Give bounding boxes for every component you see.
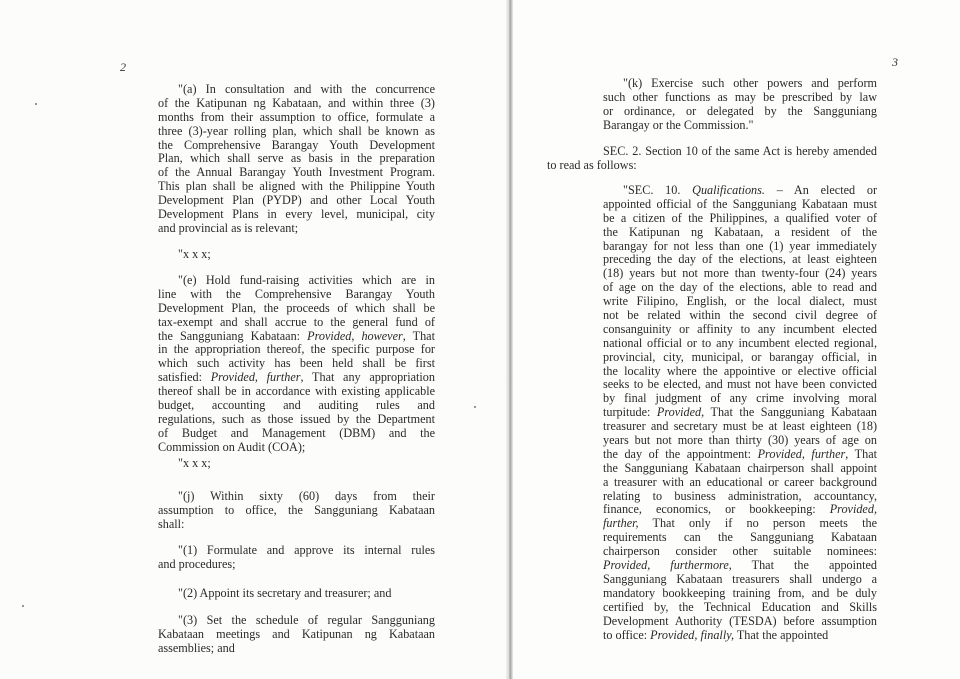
text-segment: , That	[845, 446, 878, 461]
text-segment: by final judgment of any crime involving moral	[603, 391, 877, 406]
text-line	[158, 180, 435, 194]
text-segment: preceding the day of the elections, at least eighteen	[603, 252, 877, 267]
text-segment: That only if no person meets the	[638, 516, 877, 531]
text-line	[603, 462, 877, 476]
text-segment: Plan, which shall serve as basis in the preparation	[158, 151, 435, 166]
text-line	[603, 490, 877, 504]
text-segment: appointed official of the Sangguniang Kabataan must	[603, 196, 877, 211]
text-segment: requirements can the Sangguniang Kabataan	[603, 530, 877, 545]
scan-speck	[35, 103, 37, 105]
text-line	[603, 392, 877, 406]
text-line	[603, 295, 877, 309]
text-segment: be a citizen of the Philippines, a qualified voter of	[603, 210, 877, 225]
italic-text: Provided, further	[757, 446, 846, 461]
paragraph	[158, 490, 435, 532]
text-segment: "(e) Hold fund-raising activities which are in	[178, 273, 435, 287]
text-line	[158, 302, 435, 316]
scan-speck	[474, 406, 476, 408]
text-line	[158, 558, 435, 572]
text-segment: the locality where the appointive or elective official	[603, 363, 877, 378]
text-segment: mandatory bookkeeping training from, and be duly	[603, 585, 877, 600]
text-segment: treasurer and secretary must be at least eighteen (18)	[603, 419, 877, 434]
text-segment: turpitude:	[603, 405, 657, 420]
paragraph	[178, 457, 278, 471]
paragraph	[603, 184, 877, 642]
text-segment: the day of the appointment:	[603, 446, 758, 461]
text-line	[178, 587, 438, 601]
text-line	[603, 573, 877, 587]
page-number: 2	[120, 60, 126, 74]
text-segment: provincial, city, municipal, or barangay official, in	[603, 349, 877, 364]
text-segment: "(3) Set the schedule of regular Sangguniang	[178, 613, 435, 627]
text-segment: and provincial as is relevant;	[158, 220, 299, 235]
text-segment: certified by, the Technical Education and Skills	[603, 599, 877, 614]
text-segment: write Filipino, English, or the local dialect, must	[603, 294, 877, 309]
paragraph	[603, 77, 877, 133]
text-segment: SEC. 2. Section 10 of the same Act is hereby amended	[603, 144, 877, 158]
text-segment: , That	[402, 328, 435, 343]
text-line	[603, 406, 877, 420]
text-segment: line with the Comprehensive Barangay Youth	[158, 286, 435, 301]
text-line	[158, 83, 435, 97]
text-line	[603, 615, 877, 629]
text-line	[178, 248, 278, 262]
text-line	[603, 587, 877, 601]
paragraph	[547, 144, 877, 173]
text-segment: That the appointed	[731, 558, 878, 573]
text-segment: finance, economics, or bookkeeping:	[603, 502, 830, 517]
paragraph	[178, 248, 278, 262]
text-segment: of Budget and Management (DBM) and the	[158, 425, 435, 440]
text-line	[158, 152, 435, 166]
text-segment: thereof shall be in accordance with existing applicable	[158, 384, 435, 399]
text-line	[603, 323, 877, 337]
text-line	[158, 139, 435, 153]
italic-text: Provided, further	[210, 370, 301, 385]
text-segment: seeks to be elected, and must not have been convicted	[603, 377, 877, 392]
text-segment: national official or to any incumbent elected regional,	[603, 335, 877, 350]
text-segment: and procedures;	[158, 556, 236, 571]
text-line	[158, 125, 435, 139]
text-line	[158, 111, 435, 125]
text-line	[158, 194, 435, 208]
text-segment: relating to business administration, accountancy,	[603, 488, 877, 503]
text-line	[158, 614, 435, 628]
text-segment: chairperson consider other suitable nominees:	[603, 544, 877, 559]
text-line	[603, 281, 877, 295]
text-segment: not be related within the second civil degree of	[603, 308, 877, 323]
text-line	[603, 448, 877, 462]
text-line	[603, 105, 877, 119]
text-segment: (18) years but not more than twenty-four (24) years	[603, 266, 877, 281]
text-segment: shall:	[158, 516, 185, 531]
text-line	[158, 628, 435, 642]
text-line	[603, 226, 877, 240]
text-line	[158, 208, 435, 222]
text-line	[603, 253, 877, 267]
text-line	[158, 97, 435, 111]
text-segment: "SEC. 10.	[623, 183, 693, 197]
text-segment: consanguinity or affinity to any incumbent elected	[603, 321, 877, 336]
text-segment: "(k) Exercise such other powers and perform	[623, 76, 877, 90]
page-fold-divider	[506, 0, 513, 679]
text-segment: Kabataan meetings and Katipunan ng Kabataan	[158, 626, 435, 641]
text-segment: budget, accounting and auditing rules and	[158, 398, 435, 413]
text-segment: to office:	[603, 627, 651, 642]
text-line	[575, 145, 877, 159]
text-line	[158, 427, 435, 441]
text-segment: Development Plans in every level, municipal, city	[158, 207, 435, 222]
text-line	[603, 119, 877, 133]
text-segment: Development Plan, the proceeds of which shall be	[158, 300, 435, 315]
text-line	[603, 503, 877, 517]
text-line	[603, 77, 877, 91]
text-line	[178, 457, 278, 471]
text-segment: such other functions as may be prescribed by law	[603, 89, 877, 104]
text-line	[603, 601, 877, 615]
text-line	[158, 544, 435, 558]
text-segment: three (3)-year rolling plan, which shall be known as	[158, 123, 435, 138]
text-line	[603, 531, 877, 545]
text-segment: tax-exempt and shall accrue to the general fund of	[158, 314, 435, 329]
text-segment: which such activity has been held shall be first	[158, 356, 435, 371]
italic-text: Qualifications.	[692, 183, 765, 197]
italic-text: Provided,	[829, 502, 877, 517]
text-line	[603, 420, 877, 434]
text-segment: That the appointed	[734, 627, 829, 642]
text-segment: to read as follows:	[547, 157, 637, 172]
text-segment: the Sangguniang Kabataan chairperson shall appoint	[603, 460, 877, 475]
text-line	[603, 545, 877, 559]
text-segment: assumption to office, the Sangguniang Kabataan	[158, 502, 435, 517]
text-segment: "(2) Appoint its secretary and treasurer; and	[178, 586, 392, 600]
text-segment: "x x x;	[178, 247, 211, 261]
text-line	[158, 399, 435, 413]
text-line	[158, 274, 435, 288]
page-number: 3	[892, 55, 898, 69]
text-line	[603, 559, 877, 573]
text-line	[158, 441, 435, 455]
text-segment: of the Annual Barangay Youth Investment Program.	[158, 165, 435, 180]
text-line	[547, 159, 877, 173]
scan-speck	[22, 605, 24, 607]
italic-text: Provided, furthermore,	[603, 558, 732, 573]
text-segment: Barangay or the Commission."	[603, 117, 754, 132]
text-line	[158, 642, 435, 656]
text-segment: Commission on Audit (COA);	[158, 439, 306, 454]
text-line	[603, 365, 877, 379]
text-segment: "(a) In consultation and with the concurrence	[178, 82, 435, 96]
text-segment: , That any appropriation	[300, 370, 435, 385]
text-segment: assemblies; and	[158, 640, 235, 655]
text-segment: regulations, such as those issued by the Department	[158, 411, 435, 426]
text-line	[603, 198, 877, 212]
text-line	[158, 504, 435, 518]
text-line	[158, 413, 435, 427]
text-segment: , That the Sangguniang Kabataan	[701, 405, 877, 420]
text-line	[603, 184, 877, 198]
text-segment: Development Authority (TESDA) before assumption	[603, 613, 877, 628]
paragraph	[158, 544, 435, 572]
text-line	[603, 351, 877, 365]
paragraph	[158, 274, 435, 455]
text-line	[158, 385, 435, 399]
text-segment: years but not more than thirty (30) years of age on	[603, 433, 877, 448]
document-page-3	[512, 0, 960, 679]
text-line	[158, 371, 435, 385]
text-segment: barangay for not less than one (1) year immediately	[603, 238, 877, 253]
text-line	[158, 166, 435, 180]
text-line	[603, 91, 877, 105]
text-line	[603, 517, 877, 531]
text-segment: the Comprehensive Barangay Youth Development	[158, 137, 435, 152]
text-segment: "x x x;	[178, 456, 211, 470]
text-line	[603, 212, 877, 226]
text-line	[603, 240, 877, 254]
text-segment: Development Plan (PYDP) and other Local Youth	[158, 193, 435, 208]
text-line	[158, 357, 435, 371]
text-segment: This plan shall be aligned with the Philippine Youth	[158, 179, 435, 194]
text-segment: the Sangguniang Kabataan:	[158, 328, 308, 343]
text-line	[158, 316, 435, 330]
text-segment: of age on the day of the elections, able to read and	[603, 280, 877, 295]
text-segment: a treasurer with an educational or career background	[603, 474, 877, 489]
text-line	[158, 490, 435, 504]
text-line	[158, 518, 435, 532]
paragraph	[158, 614, 435, 656]
text-line	[603, 337, 877, 351]
text-line	[603, 629, 877, 643]
text-line	[603, 309, 877, 323]
text-segment: months from their assumption to office, formulate a	[158, 109, 435, 124]
text-segment: – An elected or	[764, 183, 877, 197]
text-segment: in the appropriation thereof, the specific purpose for	[158, 342, 435, 357]
text-line	[603, 267, 877, 281]
text-line	[158, 343, 435, 357]
text-segment: or ordinance, or delegated by the Sangguniang	[603, 103, 877, 118]
text-segment: satisfied:	[158, 370, 211, 385]
paragraph	[158, 83, 435, 236]
text-line	[603, 378, 877, 392]
italic-text: Provided, finally,	[650, 627, 734, 642]
text-segment: of the Katipunan ng Kabataan, and within three (3)	[158, 95, 435, 110]
text-segment: Sangguniang Kabataan treasurers shall undergo a	[603, 571, 877, 586]
italic-text: further,	[603, 516, 639, 531]
italic-text: Provided, however	[307, 328, 403, 343]
text-segment: "(1) Formulate and approve its internal rules	[178, 543, 435, 557]
italic-text: Provided	[656, 405, 702, 420]
text-line	[603, 476, 877, 490]
text-line	[158, 222, 435, 236]
text-segment: the Katipunan ng Kabataan, a resident of the	[603, 224, 877, 239]
text-line	[158, 330, 435, 344]
text-segment: "(j) Within sixty (60) days from their	[178, 489, 435, 503]
text-line	[603, 434, 877, 448]
text-line	[158, 288, 435, 302]
paragraph	[178, 587, 438, 601]
